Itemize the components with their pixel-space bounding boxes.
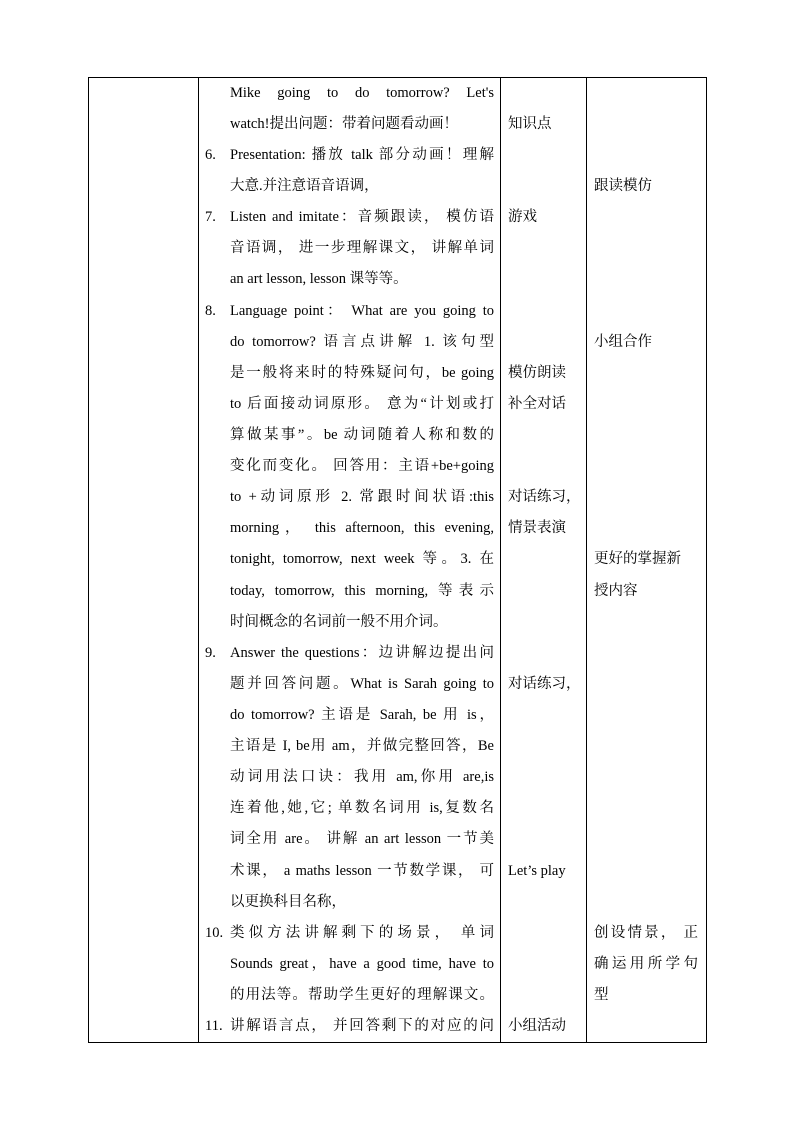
step-text-line: 术课， a maths lesson 一节数学课， 可 [230,863,494,879]
activity-label: 对话练习， [508,489,581,505]
intent-label: 更好的掌握新 [594,551,681,567]
table-left-border [88,77,89,1043]
activity-label: Let’s play [508,863,566,879]
column-divider-3 [586,77,587,1043]
step-number: 10. [205,925,224,941]
activity-label: 情景表演 [508,520,566,536]
step-text-line: to +动词原形 2. 常跟时间状语:this [230,489,494,505]
step-text-line: tonight, tomorrow, next week 等。3. 在 [230,551,494,567]
step-text-line: Language point： What are you going to [230,303,494,319]
step-text-line: morning， this afternoon, this evening, [230,520,494,536]
step-text-line: Presentation: 播放 talk 部分动画！理解 [230,147,494,163]
step-number: 7. [205,209,216,225]
step-text-line: 词全用 are。 讲解 an art lesson 一节美 [230,831,494,847]
step-text-line: do tomorrow? 主语是 Sarah, be 用 is， [230,707,494,723]
step-text-line: Answer the questions：边讲解边提出问 [230,645,494,661]
step-text-line: 音语调， 进一步理解课文， 讲解单词 [230,240,494,256]
activity-label: 知识点 [508,116,552,132]
step-text-line: today, tomorrow, this morning, 等表示 [230,583,494,599]
step-text-line: Listen and imitate：音频跟读， 模仿语 [230,209,494,225]
step-number: 8. [205,303,216,319]
step-text-line: 连着他,她,它; 单数名词用 is,复数名 [230,800,494,816]
intent-label: 型 [594,987,609,1003]
step-text-line: do tomorrow? 语言点讲解 1. 该句型 [230,334,494,350]
activity-label: 对话练习， [508,676,581,692]
activity-label: 小组活动 [508,1018,566,1034]
step-text-line: 的用法等。帮助学生更好的理解课文。 [230,987,494,1003]
step-text-line: 类似方法讲解剩下的场景， 单词 [230,925,494,941]
table-bottom-border [88,1042,707,1043]
step-text-line: watch!提出问题：带着问题看动画！ [230,116,458,132]
intent-label: 小组合作 [594,334,652,350]
step-number: 9. [205,645,216,661]
lesson-plan-table [88,77,707,1043]
step-text-line: 动词用法口诀：我用 am,你用 are,is [230,769,494,785]
step-text-line: 大意.并注意语音语调， [230,178,379,194]
step-text-line: 变化而变化。 回答用：主语+be+going [230,458,494,474]
step-text-line: an art lesson, lesson 课等等。 [230,271,408,287]
step-text-line: 讲解语言点， 并回答剩下的对应的问 [230,1018,494,1034]
activity-label: 补全对话 [508,396,566,412]
intent-label: 创设情景， 正 [594,925,698,941]
intent-label: 确运用所学句 [594,956,698,972]
step-text-line: Mike going to do tomorrow? Let's [230,85,494,101]
column-divider-2 [500,77,501,1043]
intent-label: 授内容 [594,583,638,599]
table-top-border [88,77,707,78]
step-text-line: 算做某事”。be 动词随着人称和数的 [230,427,494,443]
step-text-line: to 后面接动词原形。 意为“计划或打 [230,396,494,412]
step-text-line: 是一般将来时的特殊疑问句，be going [230,365,494,381]
step-text-line: 以更换科目名称， [230,894,346,910]
table-right-border [706,77,707,1043]
step-number: 11. [205,1018,223,1034]
activity-label: 模仿朗读 [508,365,566,381]
intent-label: 跟读模仿 [594,178,652,194]
step-text-line: 题并回答问题。What is Sarah going to [230,676,494,692]
step-text-line: 时间概念的名词前一般不用介词。 [230,614,448,630]
step-number: 6. [205,147,216,163]
step-text-line: 主语是 I, be用 am，并做完整回答，Be [230,738,494,754]
column-divider-1 [198,77,199,1043]
step-text-line: Sounds great，have a good time, have to [230,956,494,972]
activity-label: 游戏 [508,209,537,225]
